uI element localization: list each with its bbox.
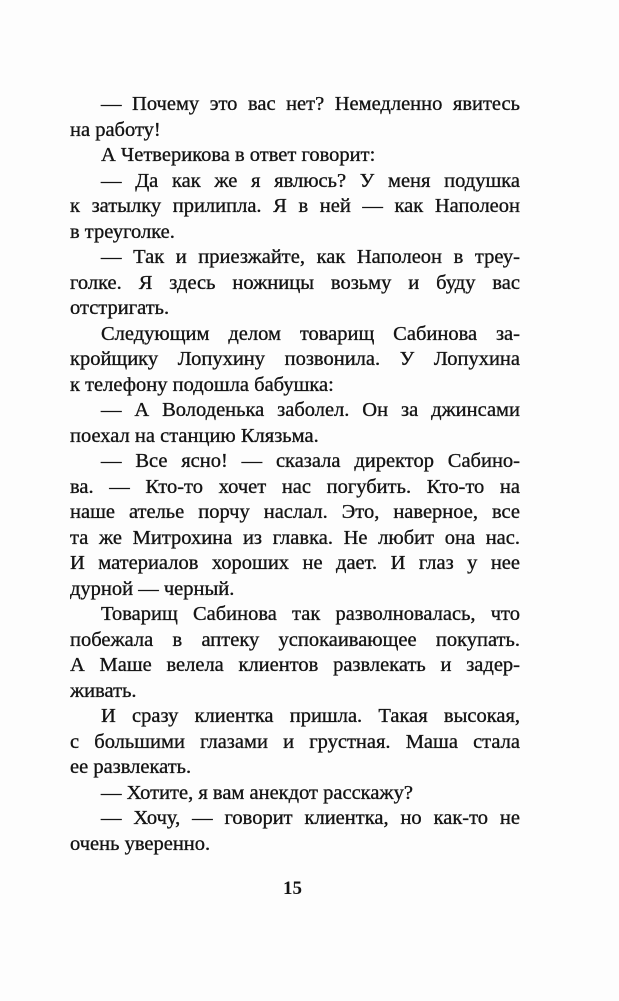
text-line: А Маше велела клиентов развлекать и задер- [70, 654, 520, 676]
paragraph [70, 143, 520, 169]
text-line: наше ателье порчу наслал. Это, наверное, все [70, 501, 520, 523]
text-line: Товарищ Сабинова так разволновалась, что [101, 603, 520, 625]
text-line: — Все ясно! — сказала директор Сабино- [101, 450, 520, 472]
text-line: — Хотите, я вам анекдот расскажу? [101, 781, 413, 804]
text-line: в треуголке. [70, 220, 175, 243]
text-line: дурной — черный. [70, 577, 235, 600]
text-line: к затылку прилипла. Я в ней — как Наполеон [70, 195, 520, 217]
text-line: побежала в аптеку успокаивающее покупать. [70, 628, 520, 651]
text-line: та же Митрохина из главка. Не любит она нас. [70, 526, 520, 549]
text-line: очень уверенно. [70, 832, 211, 855]
paragraph [70, 245, 520, 322]
text-line: голке. Я здесь ножницы возьму и буду вас [70, 271, 520, 294]
paragraph [70, 92, 520, 143]
text-line: Следующим делом товарищ Сабинова за- [101, 322, 520, 345]
text-line: на работу! [70, 118, 161, 141]
paragraph [70, 806, 520, 857]
text-line: — Почему это вас нет? Немедленно явитесь [101, 93, 520, 115]
paragraph [70, 398, 520, 449]
text-line: отстригать. [70, 297, 170, 319]
text-line: поехал на станцию Клязьма. [70, 424, 319, 447]
paragraph [70, 449, 520, 602]
text-line: И материалов хороших не дает. И глаз у нее [70, 552, 520, 574]
text-line: — А Володенька заболел. Он за джинсами [101, 399, 520, 421]
text-line: А Четверикова в ответ говорит: [101, 144, 376, 166]
body-text [70, 92, 520, 857]
text-line: ва. — Кто-то хочет нас погубить. Кто-то на [70, 475, 520, 498]
paragraph [70, 781, 520, 807]
text-line: — Так и приезжайте, как Наполеон в треу- [101, 246, 520, 268]
paragraph [70, 322, 520, 399]
paragraph [70, 169, 520, 246]
text-line: — Хочу, — говорит клиентка, но как-то не [101, 807, 520, 829]
text-line: с большими глазами и грустная. Маша стала [70, 730, 520, 753]
text-line: ее развлекать. [70, 756, 192, 778]
text-line: И сразу клиентка пришла. Такая высокая, [101, 705, 520, 727]
paragraph [70, 704, 520, 781]
paragraph [70, 602, 520, 704]
text-line: — Да как же я явлюсь? У меня подушка [101, 169, 520, 192]
text-line: кройщику Лопухину позвонила. У Лопухина [70, 348, 520, 370]
page-number: 15 [283, 878, 302, 899]
text-line: к телефону подошла бабушка: [70, 373, 334, 396]
text-line: живать. [70, 679, 137, 702]
